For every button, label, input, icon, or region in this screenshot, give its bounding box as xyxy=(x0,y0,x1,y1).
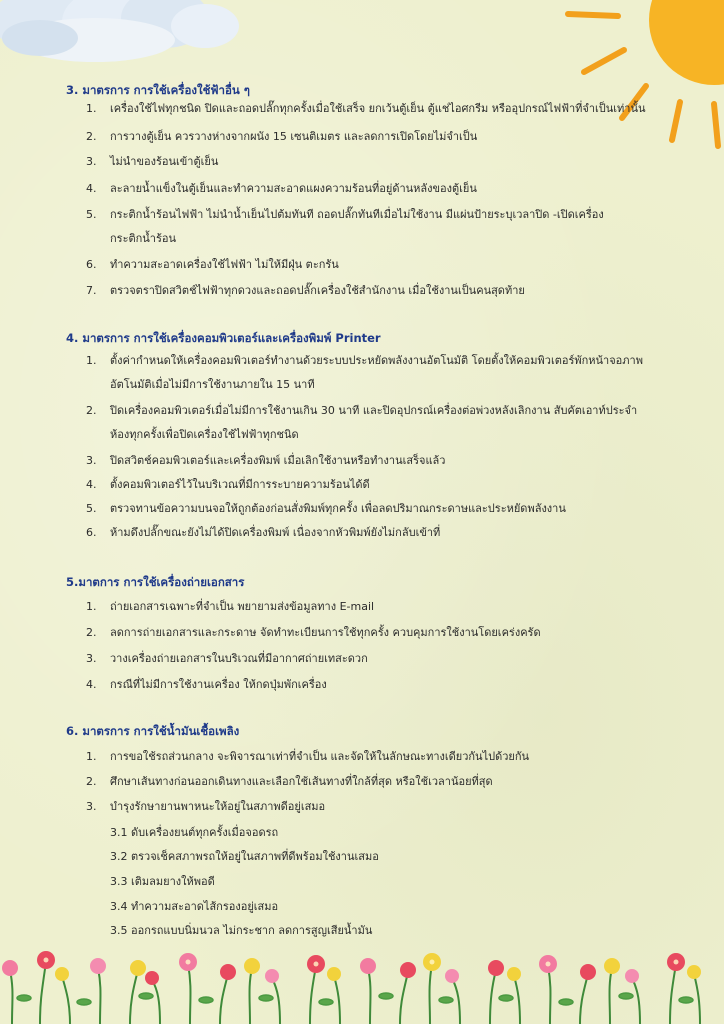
list-item: 2. ศึกษาเส้นทางก่อนออกเดินทางและเลือกใช้เส้นทางที่ใกล้ที่สุด หรือใช้เวลาน้อยที่สุด xyxy=(86,775,493,788)
list-item: 1. ถ่ายเอกสารเฉพาะที่จำเป็น พยายามส่งข้อมูลทาง E-mail xyxy=(86,600,375,613)
flower-border xyxy=(0,940,724,1024)
section-title-6: 6. มาตรการ การใช้น้ำมันเชื้อเพลิง xyxy=(66,724,240,738)
sub-list-item: 3.5 ออกรถแบบนิ่มนวล ไม่กระชาก ลดการสูญเสียน้ำมัน xyxy=(110,924,373,937)
list-item: 2. ลดการถ่ายเอกสารและกระดาษ จัดทำทะเบียนการใช้ทุกครั้ง ควบคุมการใช้งานโดยเคร่งครัด xyxy=(86,626,541,639)
list-item: 1. การขอใช้รถส่วนกลาง จะพิจารณาเท่าที่จำเป็น และจัดให้ในลักษณะทางเดียวกันไปด้วยกัน xyxy=(86,750,530,763)
list-item: 4. ละลายน้ำแข็งในตู้เย็นและทำความสะอาดแผงความร้อนที่อยู่ด้านหลังของตู้เย็น xyxy=(86,182,477,195)
list-item: 7. ตรวจตราปิดสวิตช์ไฟฟ้าทุกดวงและถอดปลั๊กเครื่องใช้สำนักงาน เมื่อใช้งานเป็นคนสุดท้าย xyxy=(86,284,525,297)
sub-list-item: 3.1 ดับเครื่องยนต์ทุกครั้งเมื่อจอดรถ xyxy=(110,826,279,839)
list-item: 6. ทำความสะอาดเครื่องใช้ไฟฟ้า ไม่ให้มีฝุ่น ตะกรัน xyxy=(86,258,339,271)
sub-list-item: 3.2 ตรวจเช็คสภาพรถให้อยู่ในสภาพที่ดีพร้อมใช้งานเสมอ xyxy=(110,850,379,863)
sun-decoration xyxy=(554,0,724,150)
list-item: 3. ไม่นำของร้อนเข้าตู้เย็น xyxy=(86,155,219,168)
list-item: 3. บำรุงรักษายานพาหนะให้อยู่ในสภาพดีอยู่เสมอ xyxy=(86,800,326,813)
list-item-continuation: อัตโนมัติเมื่อไม่มีการใช้งานภายใน 15 นาที xyxy=(110,378,315,391)
list-item: 1. เครื่องใช้ไฟทุกชนิด ปิดและถอดปลั๊กทุกครั้งเมื่อใช้เสร็จ ยกเว้นตู้เย็น ตู้แช่ไอศกรีม หรืออุปกรณ์ไฟฟ้าที่จำเป็นเท่านั้น xyxy=(86,102,646,115)
list-item: 5. ตรวจทานข้อความบนจอให้ถูกต้องก่อนสั่งพิมพ์ทุกครั้ง เพื่อลดปริมาณกระดาษและประหยัดพลังงาน xyxy=(86,502,566,515)
section-title-5: 5.มาตการ การใช้เครื่องถ่ายเอกสาร xyxy=(66,575,245,589)
section-title-3: 3. มาตรการ การใช้เครื่องใช้ฟ้าอื่น ๆ xyxy=(66,83,250,97)
list-item-continuation: กระติกน้ำร้อน xyxy=(110,232,177,245)
list-item: 3. วางเครื่องถ่ายเอกสารในบริเวณที่มีอากาศถ่ายเทสะดวก xyxy=(86,652,368,665)
list-item: 3. ปิดสวิตช์คอมพิวเตอร์และเครื่องพิมพ์ เมื่อเลิกใช้งานหรือทำงานเสร็จแล้ว xyxy=(86,454,446,467)
sub-list-item: 3.4 ทำความสะอาดไส้กรองอยู่เสมอ xyxy=(110,900,279,913)
sub-list-item: 3.3 เติมลมยางให้พอดี xyxy=(110,875,215,888)
list-item: 4. ตั้งคอมพิวเตอร์ไว้ในบริเวณที่มีการระบายความร้อนได้ดี xyxy=(86,478,370,491)
section-title-4: 4. มาตรการ การใช้เครื่องคอมพิวเตอร์และเครื่องพิมพ์ Printer xyxy=(66,331,381,345)
cloud-decoration xyxy=(0,0,260,80)
list-item: 2. ปิดเครื่องคอมพิวเตอร์เมื่อไม่มีการใช้งานเกิน 30 นาที และปิดอุปกรณ์เครื่องต่อพ่วงหลังเลิกงาน สับคัตเอาท์ประจำ xyxy=(86,404,638,417)
list-item: 4. กรณีที่ไม่มีการใช้งานเครื่อง ให้กดปุ่มพักเครื่อง xyxy=(86,678,327,691)
list-item: 5. กระติกน้ำร้อนไฟฟ้า ไม่นำน้ำเย็นไปต้มทันที ถอดปลั๊กทันทีเมื่อไม่ใช้งาน มีแผ่นป้ายระบุเวลาปิด -เปิดเครื่อง xyxy=(86,208,604,221)
list-item-continuation: ห้องทุกครั้งเพื่อปิดเครื่องใช้ไฟฟ้าทุกชนิด xyxy=(110,428,299,441)
list-item: 2. การวางตู้เย็น ควรวางห่างจากผนัง 15 เซนติเมตร และลดการเปิดโดยไม่จำเป็น xyxy=(86,130,478,143)
list-item: 1. ตั้งค่ากำหนดให้เครื่องคอมพิวเตอร์ทำงานด้วยระบบประหยัดพลังงานอัตโนมัติ โดยตั้งให้คอมพิวเตอร์พักหน้าจอภาพ xyxy=(86,354,643,367)
list-item: 6. ห้ามดึงปลั๊กขณะยังไม่ได้ปิดเครื่องพิมพ์ เนื่องจากหัวพิมพ์ยังไม่กลับเข้าที่ xyxy=(86,526,441,539)
